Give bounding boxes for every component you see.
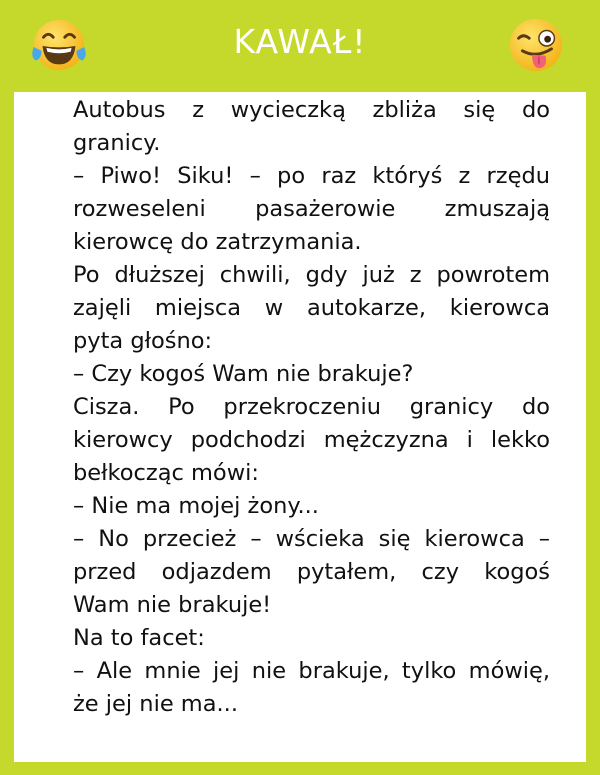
joke-line: – Piwo! Siku! – po raz któryś z rzędu (73, 163, 550, 189)
page-title: KAWAŁ! (233, 22, 367, 61)
joke-line: – No przecież – wścieka się kierowca – (73, 526, 550, 552)
header (0, 0, 600, 92)
joke-line: przed odjazdem pytałem, czy kogoś (73, 559, 550, 585)
joke-line: granicy. (73, 130, 161, 156)
joke-line: Autobus z wycieczką zbliża się do (73, 97, 550, 123)
joke-text (73, 94, 550, 721)
joke-line: – Ale mnie jej nie brakuje, tylko mówię, (73, 658, 550, 684)
joke-line: rozweseleni pasażerowie zmuszają (73, 196, 550, 222)
joke-line: – Nie ma mojej żony... (73, 493, 319, 519)
winking-tongue-emoji-icon (505, 14, 567, 76)
joke-line: – Czy kogoś Wam nie brakuje? (73, 361, 414, 387)
joke-line: zajęli miejsca w autokarze, kierowca (73, 295, 550, 321)
joke-line: pyta głośno: (73, 328, 213, 354)
joke-line: Wam nie brakuje! (73, 592, 272, 618)
joke-line: że jej nie ma... (73, 691, 238, 717)
joke-line: kierowcy podchodzi mężczyzna i lekko (73, 427, 550, 453)
joke-line: Cisza. Po przekroczeniu granicy do (73, 394, 550, 420)
joke-line: bełkocząc mówi: (73, 460, 259, 486)
joke-line: Na to facet: (73, 625, 205, 651)
joke-line: kierowcę do zatrzymania. (73, 229, 362, 255)
joke-card (14, 92, 586, 762)
joke-line: Po dłuższej chwili, gdy już z powrotem (73, 262, 550, 288)
